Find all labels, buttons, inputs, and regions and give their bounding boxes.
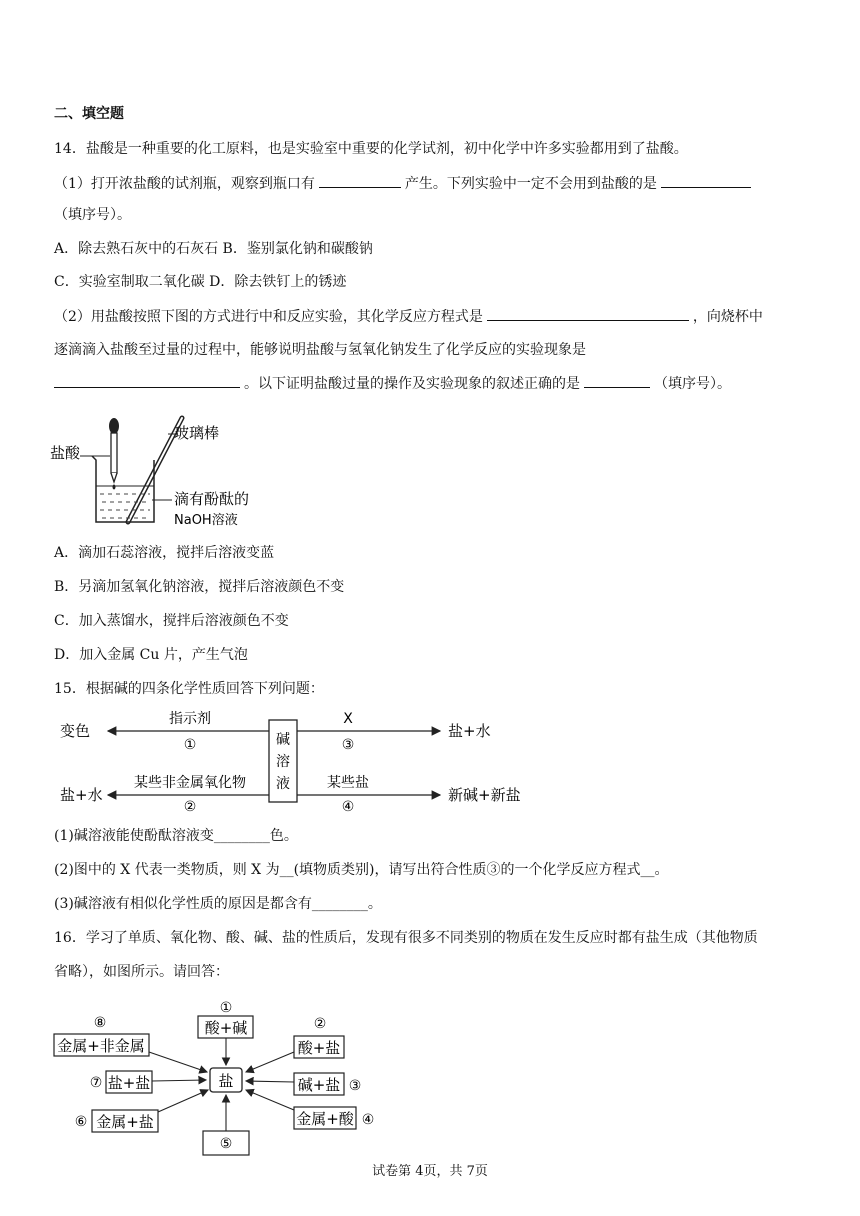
q15-sub2: (2)图中的 X 代表一类物质，则 X 为__(填物质类别)，请写出符合性质③的一个化学反应方程式__。	[54, 862, 669, 878]
end-new-base-salt: 新碱+新盐	[448, 786, 521, 804]
q15-sub1: (1)碱溶液能使酚酞溶液变________色。	[54, 828, 298, 844]
num-4: ④	[361, 1112, 375, 1128]
center-text-3: 液	[276, 776, 290, 792]
q14-part2-cont	[54, 373, 731, 394]
end-color-change: 变色	[60, 722, 91, 740]
num-6: ⑥	[74, 1114, 88, 1130]
label-rod: 玻璃棒	[174, 424, 220, 442]
box-acid-salt: 酸+盐	[297, 1039, 341, 1057]
box-metal-salt: 金属+盐	[96, 1113, 154, 1131]
num-7: ⑦	[89, 1075, 103, 1091]
q14-part1	[54, 173, 755, 194]
num-3: ③	[341, 737, 355, 753]
q14-option-b: B．另滴加氢氧化钠溶液，搅拌后溶液颜色不变	[54, 579, 345, 595]
num-1: ①	[219, 1000, 233, 1016]
q14-p2-text-c: 逐滴滴入盐酸至过量的过程中，能够说明盐酸与氢氧化钠发生了化学反应的实验现象是	[54, 342, 586, 358]
label-indicator: 指示剂	[169, 711, 211, 727]
dropper-tube	[111, 433, 117, 473]
num-2: ②	[183, 799, 197, 813]
center-text-2: 溶	[276, 754, 290, 770]
num-8: ⑧	[93, 1015, 107, 1031]
q14-p1-text-a: （1）打开浓盐酸的试剂瓶，观察到瓶口有	[54, 176, 315, 192]
end-salt-water-bottom: 盐+水	[60, 786, 103, 804]
answer-blank	[487, 306, 689, 321]
q14-options-ab: A．除去熟石灰中的石灰石 B．鉴别氯化钠和碳酸钠	[54, 241, 373, 257]
answer-blank	[54, 373, 240, 388]
end-salt-water-top: 盐+水	[448, 722, 491, 740]
salt-formation-diagram	[48, 998, 388, 1158]
q14-option-d: D．加入金属 Cu 片，产生气泡	[54, 647, 248, 663]
q14-p1-text-b: 产生。下列实验中一定不会用到盐酸的是	[404, 176, 657, 192]
num-5: ⑤	[219, 1136, 233, 1152]
answer-blank	[584, 373, 650, 388]
beaker-figure	[50, 412, 260, 532]
q14-option-a: A．滴加石蕊溶液，搅拌后溶液变蓝	[54, 545, 275, 561]
q15-sub3: (3)碱溶液有相似化学性质的原因是都含有________。	[54, 896, 382, 912]
q14-p2-text-b: ，向烧杯中	[692, 309, 763, 325]
box-acid-base: 酸+碱	[204, 1019, 248, 1037]
section-title: 二、填空题	[54, 106, 124, 122]
q14-p2-text-a: （2）用盐酸按照下图的方式进行中和反应实验，其化学反应方程式是	[54, 309, 483, 325]
q14-p2-text-d: 。以下证明盐酸过量的操作及实验现象的叙述正确的是	[244, 376, 580, 392]
drop	[113, 485, 116, 490]
q14-p1-text-c: （填序号）。	[54, 207, 131, 223]
q16-stem-2: 省略），如图所示。请回答：	[54, 964, 229, 980]
answer-blank	[319, 173, 401, 188]
num-1: ①	[183, 737, 197, 753]
label-solution-1: 滴有酚酞的	[174, 490, 250, 508]
q14-stem: 14．盐酸是一种重要的化工原料，也是实验室中重要的化学试剂，初中化学中许多实验都用到了盐酸。	[54, 141, 688, 157]
base-properties-diagram	[60, 708, 530, 813]
page-footer: 试卷第 4页，共 7页	[372, 1164, 488, 1179]
q16-stem-1: 16．学习了单质、氧化物、酸、碱、盐的性质后，发现有很多不同类别的物质在发生反应时都有盐生成（其他物质	[54, 930, 758, 946]
q14-option-c: C．加入蒸馏水，搅拌后溶液颜色不变	[54, 613, 289, 629]
num-2: ②	[313, 1016, 327, 1032]
box-metal-acid: 金属+酸	[296, 1110, 354, 1128]
center-salt: 盐	[218, 1072, 234, 1090]
q14-p2-text-e: （填序号）。	[654, 376, 731, 392]
label-x: X	[343, 711, 353, 727]
label-acid: 盐酸	[50, 444, 81, 462]
box-salt-salt: 盐+盐	[107, 1074, 151, 1092]
label-nonmetal-oxide: 某些非金属氧化物	[134, 775, 246, 791]
q15-stem: 15．根据碱的四条化学性质回答下列问题：	[54, 681, 324, 697]
label-solution-2: NaOH溶液	[174, 513, 238, 528]
box-base-salt: 碱+盐	[297, 1076, 341, 1094]
num-3: ③	[348, 1078, 362, 1094]
answer-blank	[661, 173, 751, 188]
box-metal-nonmetal: 金属+非金属	[57, 1037, 145, 1055]
center-text-1: 碱	[276, 732, 290, 748]
q14-part2	[54, 306, 763, 327]
dropper-bulb	[109, 418, 119, 434]
label-some-salts: 某些盐	[327, 775, 369, 791]
num-4: ④	[341, 799, 355, 813]
q14-options-cd: C．实验室制取二氧化碳 D．除去铁钉上的锈迹	[54, 274, 347, 290]
